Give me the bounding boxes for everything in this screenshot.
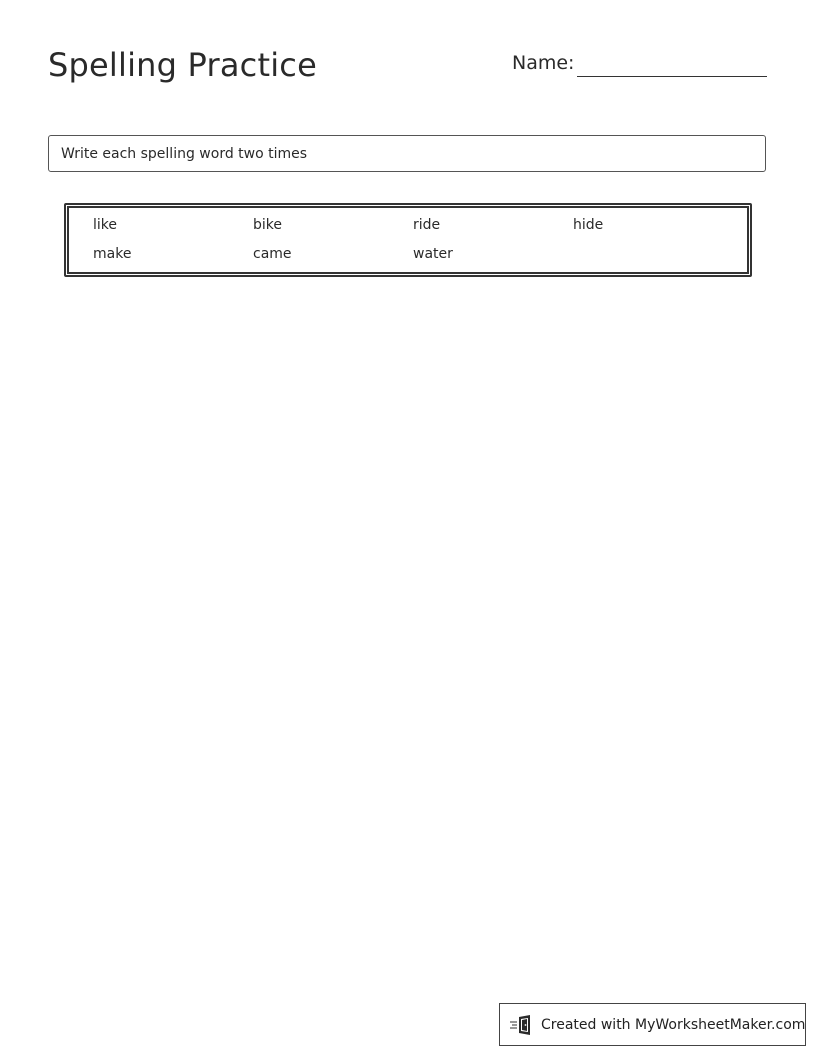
instructions-text: Write each spelling word two times (61, 146, 308, 162)
word-bank-item: make (93, 246, 132, 262)
worksheet-title: Spelling Practice (48, 46, 317, 84)
name-label: Name: (512, 52, 575, 74)
word-bank-item: bike (253, 217, 282, 233)
word-bank (64, 203, 752, 277)
instructions-box (48, 135, 766, 172)
footer-text[interactable]: Created with MyWorksheetMaker.com (541, 1017, 806, 1033)
door-logo-icon (510, 1014, 534, 1036)
name-field-line[interactable] (577, 76, 767, 77)
word-bank-item: hide (573, 217, 604, 233)
footer-badge[interactable] (499, 1003, 806, 1046)
word-bank-item: came (253, 246, 292, 262)
word-bank-item: water (413, 246, 453, 262)
word-bank-item: ride (413, 217, 441, 233)
word-bank-item: like (93, 217, 118, 233)
